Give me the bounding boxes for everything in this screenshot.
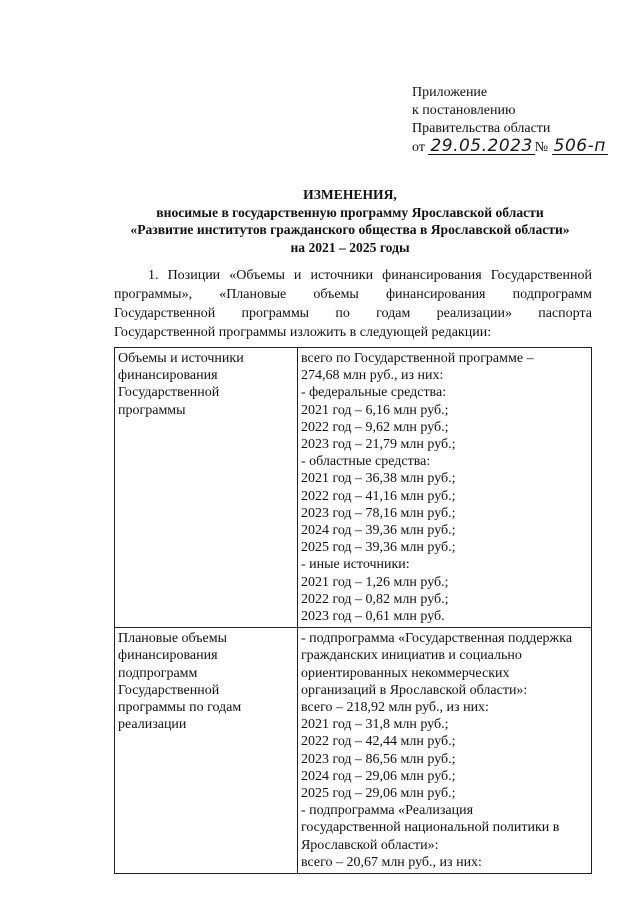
row-label-line: Государственной <box>118 385 220 401</box>
appendix-block <box>412 84 608 157</box>
row-value-cell <box>297 348 591 628</box>
row-value-line: всего по Государственной программе – <box>300 351 534 366</box>
row-value-line: 2022 год – 9,62 млн руб.; <box>300 419 449 435</box>
table-row <box>115 348 592 628</box>
appendix-line-2: к постановлению <box>412 103 516 118</box>
title-line-2: вносимые в государственную программу Ярославской области <box>156 204 544 220</box>
row-value-line: Ярославской области»: <box>300 837 439 853</box>
title-heading: ИЗМЕНЕНИЯ, <box>303 187 397 202</box>
handwritten-date: 29.05.2023 <box>430 136 533 156</box>
row-label-cell <box>115 628 298 874</box>
row-label-line: программы по годам <box>118 700 242 716</box>
document-title <box>60 186 640 256</box>
row-label-line: финансирования <box>118 368 218 384</box>
number-label: № <box>534 140 549 155</box>
row-value-line: 2021 год – 6,16 млн руб.; <box>300 402 449 418</box>
row-label-cell <box>115 348 298 628</box>
title-line-4: на 2021 – 2025 годы <box>290 239 410 255</box>
row-value-line: - иные источники: <box>300 557 410 573</box>
row-value-cell <box>297 628 591 874</box>
row-value-line: ориентированных некоммерческих <box>300 665 510 681</box>
row-value-line: 2025 год – 39,36 млн руб.; <box>300 540 456 556</box>
title-line-3: «Развитие институтов гражданского общества в Ярославской области» <box>130 222 570 237</box>
row-label-line: Плановые объемы <box>118 631 228 647</box>
row-value-line: всего – 20,67 млн руб., из них: <box>300 854 482 870</box>
row-value-line: - федеральные средства: <box>300 385 447 401</box>
row-label-line: Государственной <box>118 682 220 698</box>
row-value-line: 2023 год – 86,56 млн руб.; <box>300 751 456 767</box>
row-value-line: 2024 год – 39,36 млн руб.; <box>300 523 456 539</box>
appendix-line-1: Приложение <box>412 85 488 100</box>
intro-line-1: 1. Позиции «Объемы и источники финансирования Государственной <box>148 268 592 283</box>
appendix-date-number <box>412 138 608 157</box>
row-value-line: 2022 год – 41,16 млн руб.; <box>300 488 456 504</box>
row-value-line: 2022 год – 42,44 млн руб.; <box>300 734 456 750</box>
row-value-line: - областные средства: <box>300 454 431 470</box>
row-value-line: - подпрограмма «Государственная поддержка <box>300 631 573 647</box>
row-value-line: 2021 год – 36,38 млн руб.; <box>300 471 456 487</box>
appendix-line-3: Правительства области <box>412 121 551 136</box>
row-value-line: организаций в Ярославской области»: <box>300 682 528 698</box>
handwritten-number: 506-п <box>553 136 606 156</box>
row-value-line: 2021 год – 1,26 млн руб.; <box>300 574 449 590</box>
row-value-line: гражданских инициатив и социально <box>300 648 522 664</box>
row-value-line: 2022 год – 0,82 млн руб.; <box>300 591 449 607</box>
row-value-line: 274,68 млн руб., из них: <box>300 368 444 384</box>
row-label-line: программы <box>118 402 186 418</box>
intro-line-3: Государственной программы по годам реализации» паспорта <box>114 306 592 321</box>
row-value-line: государственной национальной политики в <box>300 820 560 836</box>
row-value-line: - подпрограмма «Реализация <box>300 803 474 819</box>
intro-line-2: программы», «Плановые объемы финансирования подпрограмм <box>114 287 592 302</box>
row-value-line: 2025 год – 29,06 млн руб.; <box>300 786 456 802</box>
row-value-line: 2024 год – 29,06 млн руб.; <box>300 768 456 784</box>
table-row <box>115 628 592 874</box>
row-label-line: Объемы и источники <box>118 351 244 366</box>
row-label-line: финансирования <box>118 648 218 664</box>
row-value-line: всего – 218,92 млн руб., из них: <box>300 700 489 716</box>
row-value-line: 2021 год – 31,8 млн руб.; <box>300 717 449 733</box>
row-label-line: реализации <box>118 717 187 733</box>
passport-table-body <box>115 348 592 874</box>
row-label-line: подпрограмм <box>118 665 198 681</box>
passport-table <box>114 347 592 874</box>
row-value-line: 2023 год – 78,16 млн руб.; <box>300 505 456 521</box>
row-value-line: 2023 год – 0,61 млн руб. <box>300 609 445 625</box>
intro-line-4: Государственной программы изложить в следующей редакции: <box>114 325 492 340</box>
from-label: от <box>412 140 425 155</box>
row-value-line: 2023 год – 21,79 млн руб.; <box>300 437 456 453</box>
intro-paragraph <box>114 266 592 342</box>
